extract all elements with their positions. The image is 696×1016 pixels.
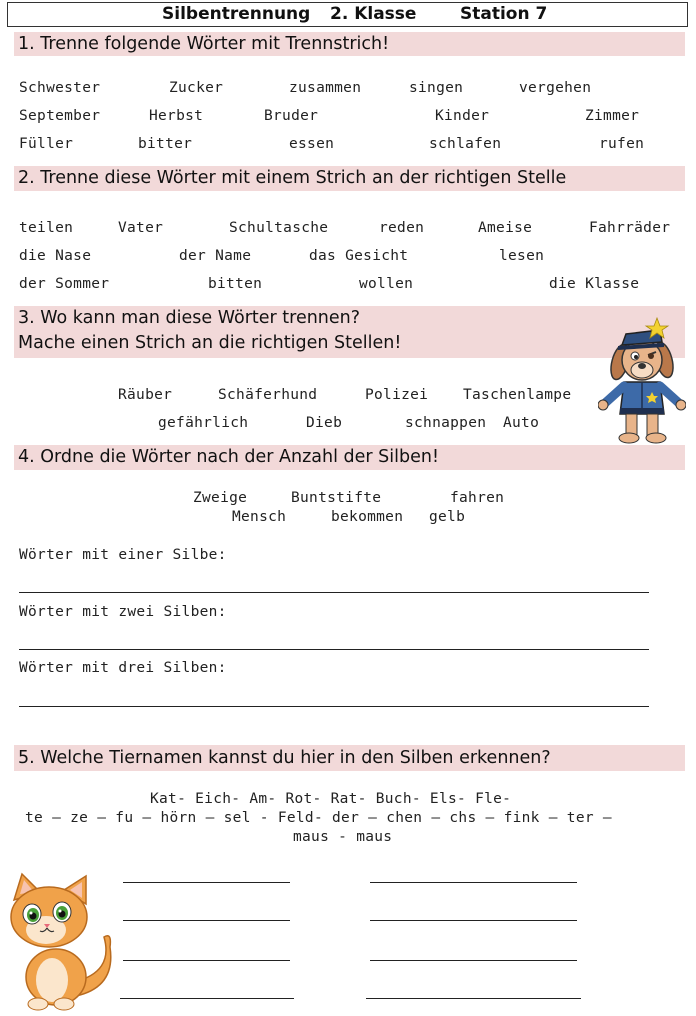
word: das Gesicht: [309, 248, 409, 264]
worksheet-station: Station 7: [460, 4, 548, 24]
syllables-line3: maus - maus: [293, 829, 393, 845]
word: Herbst: [149, 108, 204, 124]
word: singen: [409, 80, 464, 96]
task5-heading: 5. Welche Tiernamen kannst du hier in den Silben erkennen?: [14, 745, 685, 771]
word: Schultasche: [229, 220, 329, 236]
animal-answer-line[interactable]: [123, 920, 290, 921]
word: September: [19, 108, 101, 124]
word: Buntstifte: [291, 490, 382, 506]
task1-heading: 1. Trenne folgende Wörter mit Trennstrich!: [14, 32, 685, 56]
animal-answer-line[interactable]: [370, 920, 577, 921]
word: bekommen: [331, 509, 404, 525]
animal-answer-line[interactable]: [366, 998, 581, 999]
animal-answer-line[interactable]: [370, 960, 577, 961]
word: Dieb: [306, 415, 343, 431]
word: der Name: [179, 248, 252, 264]
word: schnappen: [405, 415, 487, 431]
two-syllable-answer-line[interactable]: [19, 649, 649, 650]
word: Schwester: [19, 80, 101, 96]
kitten-illustration: [4, 872, 116, 1012]
word: Auto: [503, 415, 540, 431]
one-syllable-answer-line[interactable]: [19, 592, 649, 593]
word: Ameise: [478, 220, 533, 236]
word: Zimmer: [585, 108, 640, 124]
word: gelb: [429, 509, 466, 525]
word: die Nase: [19, 248, 92, 264]
task3-heading-line1: 3. Wo kann man diese Wörter trennen?: [18, 308, 361, 328]
word: der Sommer: [19, 276, 110, 292]
task2-heading: 2. Trenne diese Wörter mit einem Strich an der richtigen Stelle: [14, 166, 685, 191]
syllables-line2: te – ze – fu – hörn – sel - Feld- der – chen – chs – fink – ter –: [25, 810, 612, 826]
word: fahren: [450, 490, 505, 506]
word: Füller: [19, 136, 74, 152]
syllables-line1: Kat- Eich- Am- Rot- Rat- Buch- Els- Fle-: [150, 791, 512, 807]
word: Bruder: [264, 108, 319, 124]
worksheet-topic: Silbentrennung: [162, 4, 311, 24]
word: Räuber: [118, 387, 173, 403]
animal-answer-line[interactable]: [123, 882, 290, 883]
word: wollen: [359, 276, 414, 292]
word: die Klasse: [549, 276, 640, 292]
word: Fahrräder: [589, 220, 671, 236]
word: Zucker: [169, 80, 224, 96]
word: rufen: [599, 136, 645, 152]
animal-answer-line[interactable]: [370, 882, 577, 883]
word: Vater: [118, 220, 164, 236]
word: Mensch: [232, 509, 287, 525]
task3-heading-line2: Mache einen Strich an die richtigen Stellen!: [18, 333, 402, 353]
two-syllable-label: Wörter mit zwei Silben:: [19, 604, 227, 620]
word: reden: [379, 220, 425, 236]
word: lesen: [499, 248, 545, 264]
worksheet-grade: 2. Klasse: [330, 4, 417, 24]
word: essen: [289, 136, 335, 152]
police-dog-illustration: [598, 312, 686, 444]
one-syllable-label: Wörter mit einer Silbe:: [19, 547, 227, 563]
animal-answer-line[interactable]: [120, 998, 294, 999]
animal-answer-line[interactable]: [123, 960, 290, 961]
three-syllable-label: Wörter mit drei Silben:: [19, 660, 227, 676]
word: zusammen: [289, 80, 362, 96]
three-syllable-answer-line[interactable]: [19, 706, 649, 707]
word: bitter: [138, 136, 193, 152]
word: schlafen: [429, 136, 502, 152]
task4-heading: 4. Ordne die Wörter nach der Anzahl der Silben!: [14, 445, 685, 470]
word: Taschenlampe: [463, 387, 572, 403]
word: Polizei: [365, 387, 429, 403]
task3-heading: [14, 306, 685, 358]
word: Kinder: [435, 108, 490, 124]
word: vergehen: [519, 80, 592, 96]
word: gefährlich: [158, 415, 249, 431]
word: Schäferhund: [218, 387, 318, 403]
word: bitten: [208, 276, 263, 292]
word: Zweige: [193, 490, 248, 506]
word: teilen: [19, 220, 74, 236]
